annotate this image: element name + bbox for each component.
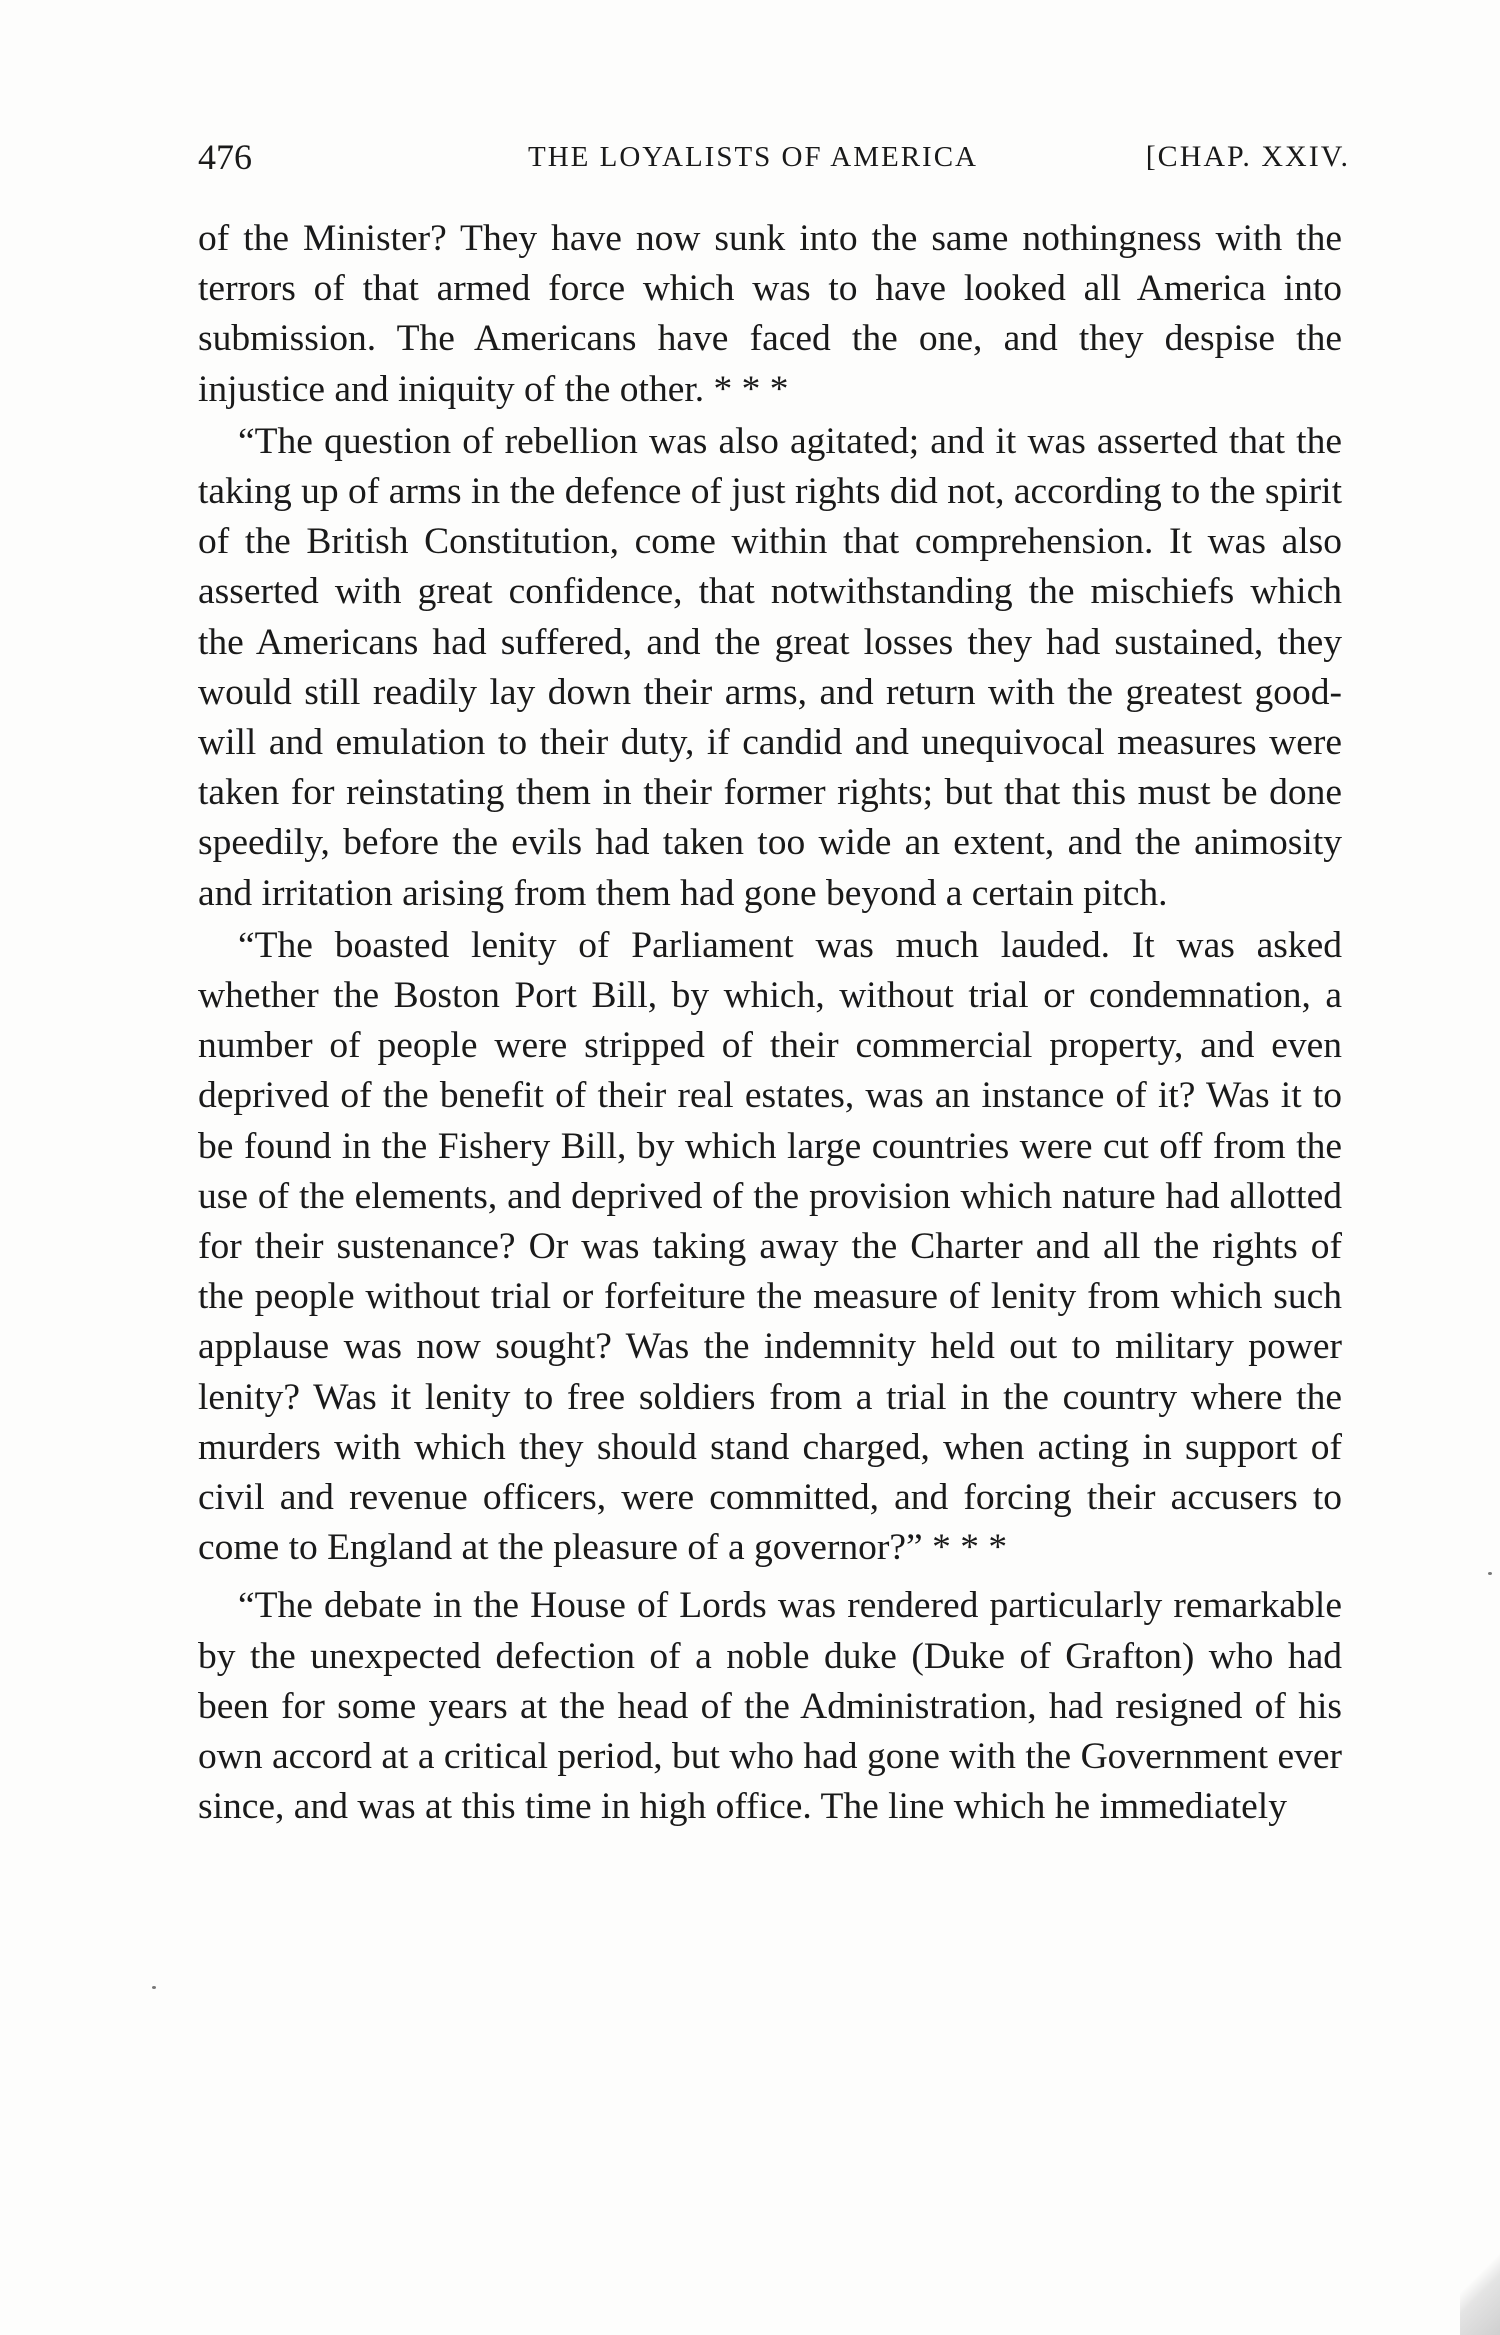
paragraph-continuation: of the Minister? They have now sunk into the same nothingness with the terrors of that armed force which was to have looked all America into submission. The Americans have faced the one, and they despise the injustice and iniquity of the other. * * * — [198, 218, 1342, 410]
paper-speck — [1488, 1572, 1492, 1575]
page-corner-shadow — [1460, 2225, 1500, 2335]
running-head — [198, 132, 1350, 182]
paragraph-house-of-lords-debate: “The debate in the House of Lords was rendered particularly remarkable by the unexpected defection of a noble duke (Duke of Grafton) who had been for some years at the head of the Administration, had resigned of his own accord at a critical period, but who had gone with the Government ever since, and was at this time in high office. The line which he immediately — [198, 1585, 1342, 1828]
chapter-reference: [CHAP. XXIV. — [1145, 140, 1350, 173]
page-number: 476 — [198, 137, 252, 177]
paper-speck — [152, 1986, 156, 1989]
paragraph-rebellion-question: “The question of rebellion was also agitated; and it was asserted that the taking up of arms in the defence of just rights did not, according to the spirit of the British Constitution, come within that comprehension. It was also asserted with great confidence, that notwithstanding the mischiefs which the Americans had suffered, and the great losses they had sustained, they would still readily lay down their arms, and return with the greatest good-will and emulation to their duty, if candid and unequivocal measures were taken for reinstating them in their former rights; but that this must be done speedily, before the evils had taken too wide an extent, and the animosity and irritation arising from them had gone beyond a certain pitch. — [198, 420, 1342, 914]
body-text — [198, 214, 1342, 1833]
book-title: THE LOYALISTS OF AMERICA — [528, 141, 978, 173]
paragraph-lenity-of-parliament: “The boasted lenity of Parliament was much lauded. It was asked whether the Boston Port Bill, by which, without trial or condemnation, a number of people were stripped of their commercial property, and even deprived of the benefit of their real estates, was an instance of it? Was it to be found in the Fishery Bill, by which large countries were cut off from the use of the elements, and deprived of the provision which nature had allotted for their sustenance? Or was taking away the Charter and all the rights of the people without trial or forfeiture the measure of lenity from which such applause was now sought? Was the indemnity held out to military power lenity? Was it lenity to free soldiers from a trial in the country where the murders with which they should stand charged, when acting in support of civil and revenue officers, were committed, and forcing their accusers to come to England at the pleasure of a governor?” * * * — [198, 924, 1342, 1569]
